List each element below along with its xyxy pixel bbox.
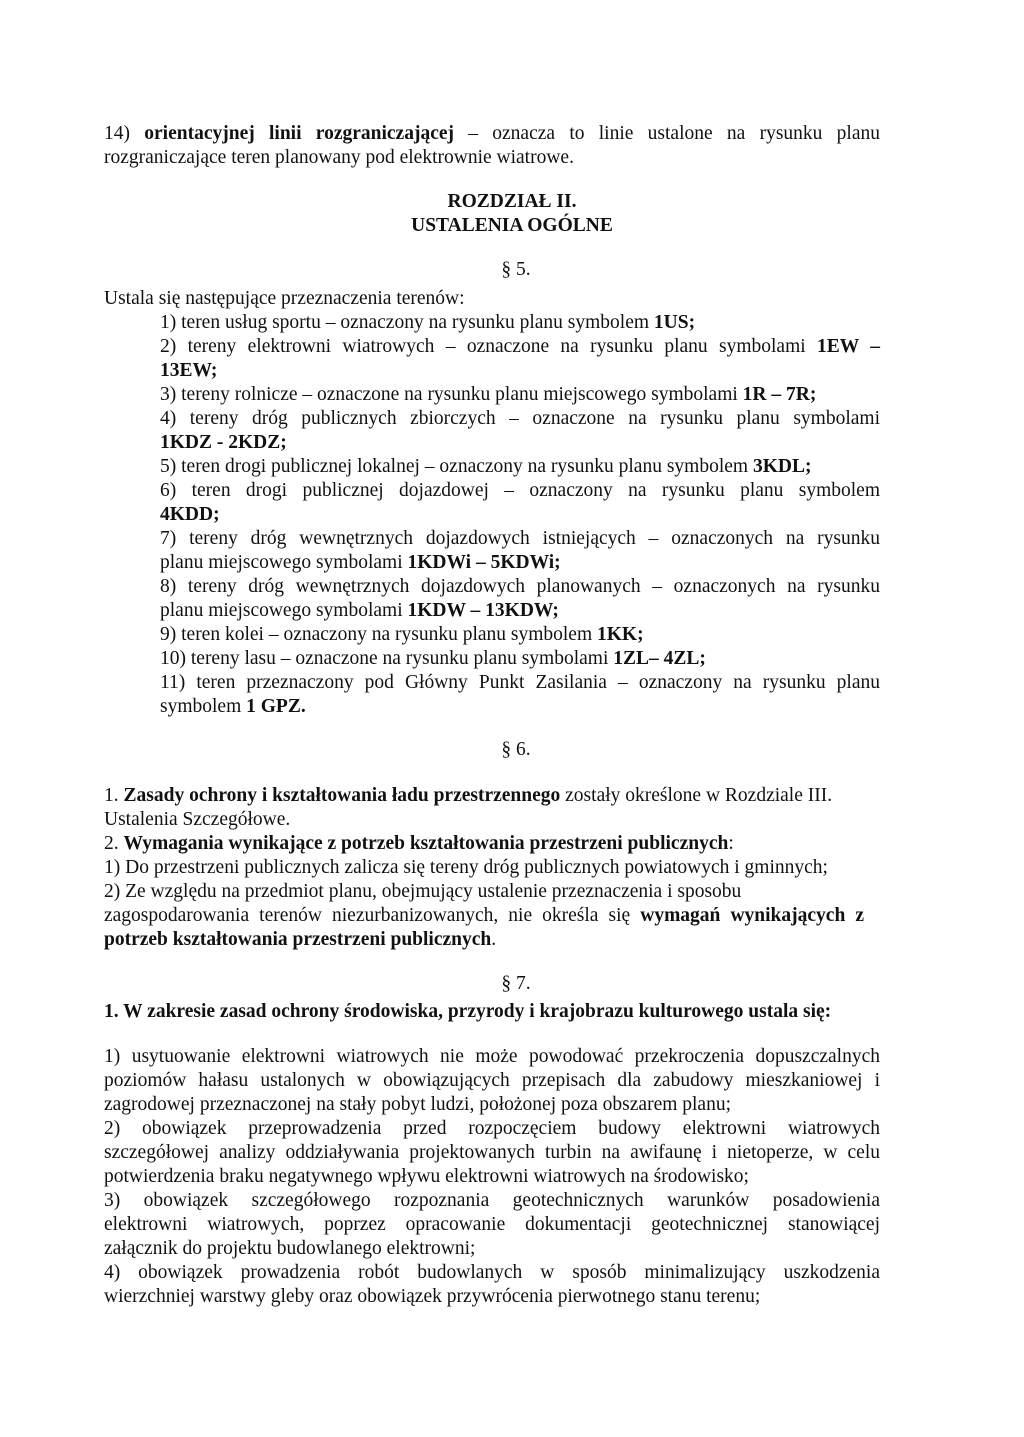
s5-item-cont: 4KDD; (160, 504, 220, 525)
s7-line: wierzchniej warstwy gleby oraz obowiązek przywrócenia pierwotnego stanu terenu; (104, 1286, 761, 1307)
s5-item: 6) teren drogi publicznej dojazdowej – oznaczony na rysunku planu symbolem (160, 480, 880, 501)
chapter-title: ROZDZIAŁ II. (447, 191, 577, 212)
s5-item: 8) tereny dróg wewnętrznych dojazdowych planowanych – oznaczonych na rysunku (160, 576, 880, 597)
s6-point-2: 2. Wymagania wynikające z potrzeb kształtowania przestrzeni publicznych: (104, 833, 734, 854)
s7-lead: 1. W zakresie zasad ochrony środowiska, przyrody i krajobrazu kulturowego ustala się: (104, 1001, 832, 1022)
p14-line-1 (104, 122, 880, 146)
s5-item: 7) tereny dróg wewnętrznych dojazdowych istniejących – oznaczonych na rysunku (160, 528, 880, 549)
s5-item: 9) teren kolei – oznaczony na rysunku planu symbolem 1KK; (160, 624, 644, 645)
s5-item-cont: 13EW; (160, 360, 218, 381)
s7-line: załącznik do projektu budowlanego elektrowni; (104, 1238, 476, 1259)
p14-number: 14) (104, 123, 130, 144)
s7-line: 2) obowiązek przeprowadzenia przed rozpoczęciem budowy elektrowni wiatrowych (104, 1118, 880, 1139)
s6-point-2-line: 1) Do przestrzeni publicznych zalicza się tereny dróg publicznych powiatowych i gminnych; (104, 857, 828, 878)
section-5-intro: Ustala się następujące przeznaczenia terenów: (104, 288, 465, 309)
s5-item: planu miejscowego symbolami 1KDWi – 5KDWi; (160, 552, 561, 573)
s5-item: 3) tereny rolnicze – oznaczone na rysunku planu miejscowego symbolami 1R – 7R; (160, 384, 817, 405)
s6-point-2-line: zagospodarowania terenów niezurbanizowanych, nie określa się wymagań wynikających z (104, 905, 865, 926)
s6-point-2-line: potrzeb kształtowania przestrzeni publicznych. (104, 929, 497, 950)
p14-term: orientacyjnej linii rozgraniczającej (144, 123, 454, 144)
s7-line: 1) usytuowanie elektrowni wiatrowych nie może powodować przekroczenia dopuszczalnych (104, 1046, 880, 1067)
s5-item: 2) tereny elektrowni wiatrowych – oznaczone na rysunku planu symbolami 1EW – (160, 336, 880, 357)
s7-line: 4) obowiązek prowadzenia robót budowlanych w sposób minimalizujący uszkodzenia (104, 1262, 880, 1283)
s7-line: potwierdzenia braku negatywnego wpływu elektrowni wiatrowych na środowisko; (104, 1166, 749, 1187)
s5-item-cont: 1KDZ - 2KDZ; (160, 432, 287, 453)
chapter-subtitle: USTALENIA OGÓLNE (411, 215, 613, 236)
s5-item: planu miejscowego symbolami 1KDW – 13KDW; (160, 600, 559, 621)
s5-item: 4) tereny dróg publicznych zbiorczych – oznaczone na rysunku planu symbolami (160, 408, 880, 429)
section-7-heading: § 7. (501, 973, 531, 994)
section-5-heading: § 5. (501, 259, 531, 280)
s7-line: 3) obowiązek szczegółowego rozpoznania geotechnicznych warunków posadowienia (104, 1190, 880, 1211)
s7-line: poziomów hałasu ustalonych w obowiązujących przepisach dla zabudowy mieszkaniowej i (104, 1070, 880, 1091)
s6-point-1: 1. Zasady ochrony i kształtowania ładu przestrzennego zostały określone w Rozdziale III. (104, 785, 833, 806)
s7-line: zagrodowej przeznaczonej na stały pobyt ludzi, położonej poza obszarem planu; (104, 1094, 732, 1115)
p14-line-2: rozgraniczające teren planowany pod elektrownie wiatrowe. (104, 147, 574, 168)
s5-item: symbolem 1 GPZ. (160, 696, 306, 717)
s7-line: elektrowni wiatrowych, poprzez opracowanie dokumentacji geotechnicznej stanowiącej (104, 1214, 880, 1235)
s6-point-1-cont: Ustalenia Szczegółowe. (104, 809, 291, 830)
s5-item: 1) teren usług sportu – oznaczony na rysunku planu symbolem 1US; (160, 312, 696, 333)
s7-line: szczegółowej analizy oddziaływania projektowanych turbin na awifaunę i nietoperze, w celu (104, 1142, 880, 1163)
s5-item: 11) teren przeznaczony pod Główny Punkt Zasilania – oznaczony na rysunku planu (160, 672, 880, 693)
s6-point-2-line: 2) Ze względu na przedmiot planu, obejmujący ustalenie przeznaczenia i sposobu (104, 881, 742, 902)
s5-item: 10) tereny lasu – oznaczone na rysunku planu symbolami 1ZL– 4ZL; (160, 648, 706, 669)
p14-definition: – oznacza to linie ustalone na rysunku planu (468, 123, 880, 144)
section-6-heading: § 6. (501, 739, 531, 760)
s5-item: 5) teren drogi publicznej lokalnej – oznaczony na rysunku planu symbolem 3KDL; (160, 456, 812, 477)
